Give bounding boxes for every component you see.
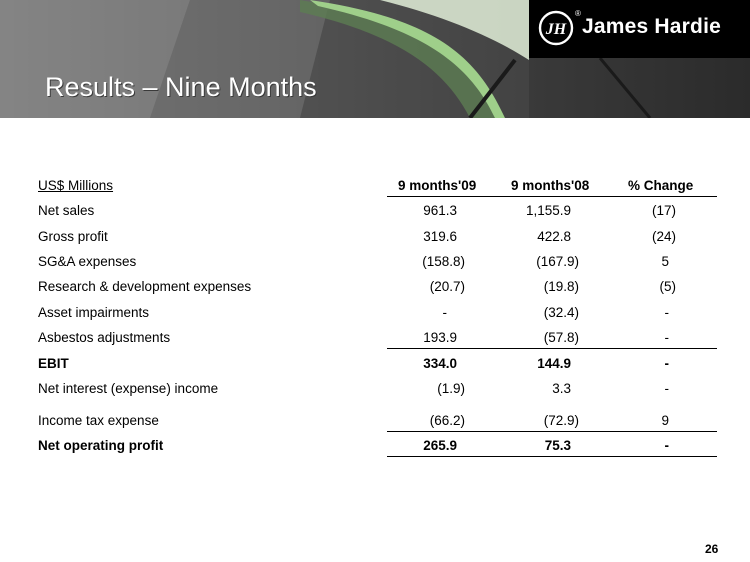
- table-cell: (20.7): [429, 279, 465, 294]
- table-cell: -: [442, 305, 447, 320]
- row-label: Gross profit: [38, 229, 108, 244]
- total-top-rule: [387, 431, 717, 432]
- table-cell: (158.8): [422, 254, 465, 269]
- table-cell: -: [664, 305, 669, 320]
- table-cell: (1.9): [437, 381, 465, 396]
- table-cell: (57.8): [543, 330, 579, 345]
- brand-name: James Hardie: [582, 15, 721, 38]
- row-label: SG&A expenses: [38, 254, 137, 269]
- table-cell: 75.3: [544, 438, 571, 453]
- header-rule: [387, 196, 717, 197]
- table-cell: -: [664, 438, 669, 453]
- subtotal-rule: [387, 348, 717, 349]
- table-cell: 3.3: [552, 381, 571, 396]
- table-cell: 334.0: [423, 356, 457, 371]
- row-label-net-operating-profit: Net operating profit: [38, 438, 164, 453]
- table-cell: (17): [651, 203, 676, 218]
- table-cell: (32.4): [543, 305, 579, 320]
- table-cell: -: [664, 356, 669, 371]
- row-label: Research & development expenses: [38, 279, 252, 294]
- table-cell: (66.2): [429, 413, 465, 428]
- row-label: Asbestos adjustments: [38, 330, 171, 345]
- table-cell: -: [664, 381, 669, 396]
- column-header-change: % Change: [628, 178, 694, 193]
- row-label-ebit: EBIT: [38, 356, 69, 371]
- table-cell: 144.9: [537, 356, 571, 371]
- table-cell: -: [664, 330, 669, 345]
- table-cell: 9: [661, 413, 669, 428]
- column-header-9m09: 9 months'09: [398, 178, 477, 193]
- table-cell: 265.9: [423, 438, 457, 453]
- table-cell: (24): [651, 229, 676, 244]
- total-bottom-rule: [387, 456, 717, 457]
- row-label: Net interest (expense) income: [38, 381, 219, 396]
- table-cell: (19.8): [543, 279, 579, 294]
- row-label: Income tax expense: [38, 413, 159, 428]
- row-label: Asset impairments: [38, 305, 150, 320]
- table-cell: 961.3: [423, 203, 457, 218]
- table-cell: 319.6: [423, 229, 457, 244]
- units-label: US$ Millions: [38, 178, 114, 193]
- table-cell: (5): [659, 279, 676, 294]
- table-cell: 422.8: [537, 229, 571, 244]
- table-cell: (72.9): [543, 413, 579, 428]
- table-cell: 193.9: [423, 330, 457, 345]
- page-number: 26: [705, 542, 719, 556]
- table-cell: 5: [661, 254, 669, 269]
- table-cell: (167.9): [536, 254, 579, 269]
- column-header-9m08: 9 months'08: [511, 178, 590, 193]
- row-label: Net sales: [38, 203, 95, 218]
- svg-text:JH: JH: [545, 21, 567, 38]
- page-title: Results – Nine Months: [45, 72, 317, 102]
- registered-mark: ®: [575, 9, 581, 18]
- table-cell: 1,155.9: [525, 203, 571, 218]
